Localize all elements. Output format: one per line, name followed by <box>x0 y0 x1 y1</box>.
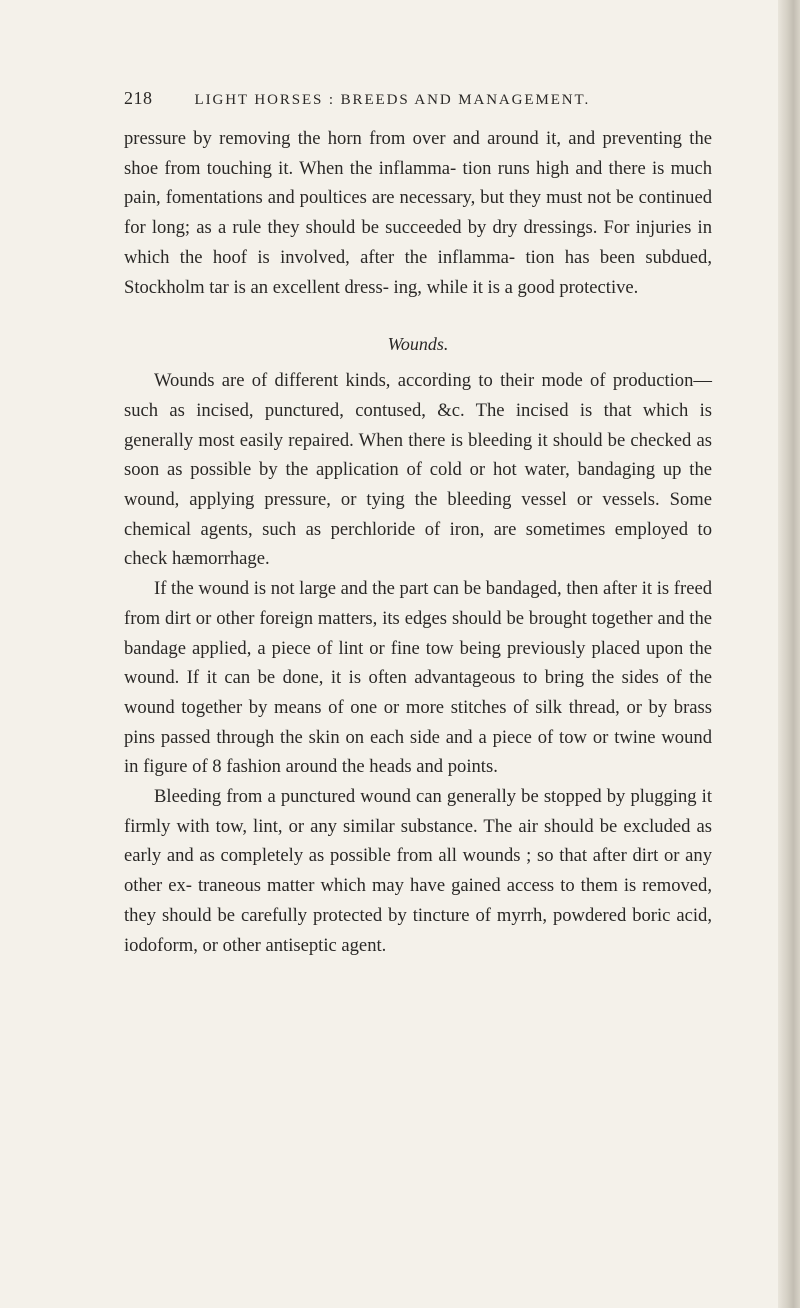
paragraph-wound-kinds: Wounds are of different kinds, according to their mode of production—such as incised, punctured, contused, &c. The incised is that which is generally most easily repaired. When there is bleeding it should be checked as soon as possible by the application of cold or hot water, bandaging up the wound, applying pressure, or tying the bleeding vessel or vessels. Some chemical agents, such as perchloride of iron, are sometimes employed to check hæmorrhage. <box>124 370 712 570</box>
page-body <box>124 124 712 960</box>
paragraph-bandaging: If the wound is not large and the part can be bandaged, then after it is freed from dirt or other foreign matters, its edges should be brought together and the bandage applied, a piece of lint or fine tow being previously placed upon the wound. If it can be done, it is often advantageous to bring the sides of the wound together by means of one or more stitches of silk thread, or by brass pins passed through the skin on each side and a piece of tow or twine wound in figure of 8 fashion around the heads and points. <box>124 578 712 778</box>
book-page <box>124 88 712 960</box>
paragraph-hoof-injuries: pressure by removing the horn from over and around it, and preventing the shoe from touching it. When the inflamma- tion runs high and there is much pain, fomentations and poultices are necessary, but they must not be continued for long; as a rule they should be succeeded by dry dressings. For injuries in which the hoof is involved, after the inflamma- tion has been subdued, Stockholm tar is an excellent dress- ing, while it is a good protective. <box>124 128 712 298</box>
paragraph-punctured-wound: Bleeding from a punctured wound can generally be stopped by plugging it firmly with tow, lint, or any similar substance. The air should be excluded as early and as completely as possible from all wounds ; so that after dirt or any other ex- traneous matter which may have gained access to them is removed, they should be carefully protected by tincture of myrrh, powdered boric acid, iodoform, or other antiseptic agent. <box>124 786 712 956</box>
running-head: LIGHT HORSES : BREEDS AND MANAGEMENT. <box>194 92 591 108</box>
page-header <box>124 88 712 118</box>
section-heading-wounds: Wounds. <box>387 334 449 355</box>
page-number: 218 <box>124 88 153 108</box>
page-edge-shadow <box>778 0 800 1308</box>
